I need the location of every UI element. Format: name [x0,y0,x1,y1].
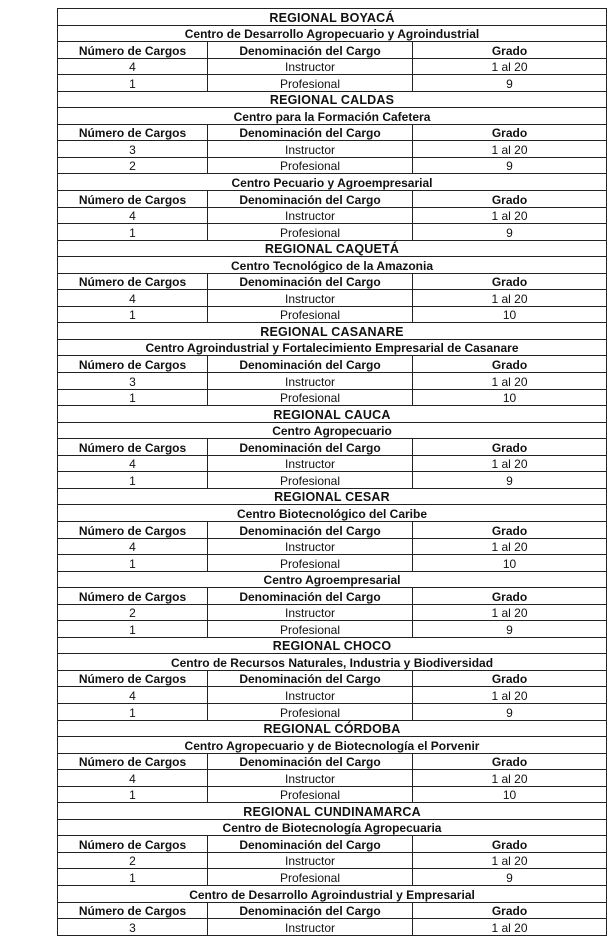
cargo-cell: Instructor [208,852,413,869]
numero-cell: 4 [58,770,208,787]
numero-cell: 1 [58,555,208,572]
column-header-denominacion: Denominación del Cargo [208,191,413,208]
grado-cell: 1 al 20 [413,290,607,307]
grado-cell: 1 al 20 [413,538,607,555]
column-header-row [58,588,607,605]
table-row [58,869,607,886]
regional-title: REGIONAL CALDAS [58,91,607,108]
numero-cell: 4 [58,207,208,224]
cargo-cell: Instructor [208,207,413,224]
center-title: Centro de Recursos Naturales, Industria y Biodiversidad [58,654,607,671]
numero-cell: 1 [58,75,208,92]
column-header-row [58,191,607,208]
regional-header-regional-caqueta [58,240,607,257]
table-row [58,770,607,787]
grado-cell: 9 [413,75,607,92]
numero-cell: 1 [58,472,208,489]
table-row [58,141,607,158]
column-header-denominacion: Denominación del Cargo [208,836,413,853]
center-header [58,819,607,836]
cargo-cell: Profesional [208,621,413,638]
numero-cell: 4 [58,455,208,472]
regional-title: REGIONAL CÓRDOBA [58,720,607,737]
column-header-numero: Número de Cargos [58,191,208,208]
column-header-grado: Grado [413,42,607,59]
center-header [58,25,607,42]
cargo-cell: Profesional [208,75,413,92]
table-row [58,224,607,241]
cargo-cell: Instructor [208,604,413,621]
column-header-numero: Número de Cargos [58,588,208,605]
center-title: Centro Agropecuario [58,422,607,439]
center-header [58,108,607,125]
numero-cell: 2 [58,604,208,621]
center-header [58,737,607,754]
cargo-cell: Profesional [208,306,413,323]
table-row [58,703,607,720]
cargo-cell: Instructor [208,687,413,704]
center-title: Centro Pecuario y Agroempresarial [58,174,607,191]
cargo-cell: Profesional [208,389,413,406]
numero-cell: 2 [58,157,208,174]
column-header-grado: Grado [413,902,607,919]
column-header-denominacion: Denominación del Cargo [208,588,413,605]
regional-header-regional-caldas [58,91,607,108]
column-header-grado: Grado [413,124,607,141]
cargo-cell: Profesional [208,555,413,572]
column-header-grado: Grado [413,670,607,687]
column-header-row [58,124,607,141]
column-header-row [58,439,607,456]
column-header-grado: Grado [413,439,607,456]
table-row [58,604,607,621]
center-title: Centro para la Formación Cafetera [58,108,607,125]
grado-cell: 9 [413,621,607,638]
cargo-cell: Instructor [208,58,413,75]
grado-cell: 1 al 20 [413,373,607,390]
grado-cell: 10 [413,555,607,572]
center-title: Centro Agroempresarial [58,571,607,588]
numero-cell: 1 [58,224,208,241]
numero-cell: 3 [58,373,208,390]
grado-cell: 10 [413,786,607,803]
numero-cell: 3 [58,141,208,158]
numero-cell: 3 [58,919,208,936]
center-title: Centro Tecnológico de la Amazonia [58,257,607,274]
cargo-cell: Instructor [208,290,413,307]
table-row [58,786,607,803]
regional-title: REGIONAL CAQUETÁ [58,240,607,257]
column-header-numero: Número de Cargos [58,356,208,373]
numero-cell: 4 [58,687,208,704]
column-header-numero: Número de Cargos [58,836,208,853]
numero-cell: 1 [58,306,208,323]
center-title: Centro Agroindustrial y Fortalecimiento Empresarial de Casanare [58,339,607,356]
column-header-denominacion: Denominación del Cargo [208,42,413,59]
column-header-denominacion: Denominación del Cargo [208,124,413,141]
cargo-cell: Profesional [208,157,413,174]
column-header-denominacion: Denominación del Cargo [208,670,413,687]
numero-cell: 1 [58,869,208,886]
positions-table [57,8,607,936]
column-header-row [58,670,607,687]
column-header-grado: Grado [413,588,607,605]
numero-cell: 1 [58,703,208,720]
center-title: Centro Biotecnológico del Caribe [58,505,607,522]
center-header [58,885,607,902]
center-title: Centro de Desarrollo Agroindustrial y Empresarial [58,885,607,902]
regional-title: REGIONAL CASANARE [58,323,607,340]
column-header-numero: Número de Cargos [58,439,208,456]
column-header-numero: Número de Cargos [58,521,208,538]
column-header-grado: Grado [413,273,607,290]
column-header-denominacion: Denominación del Cargo [208,356,413,373]
column-header-row [58,753,607,770]
column-header-numero: Número de Cargos [58,670,208,687]
grado-cell: 1 al 20 [413,455,607,472]
grado-cell: 9 [413,224,607,241]
table-row [58,919,607,936]
center-header [58,339,607,356]
column-header-row [58,902,607,919]
center-header [58,422,607,439]
column-header-numero: Número de Cargos [58,42,208,59]
table-row [58,687,607,704]
center-title: Centro Agropecuario y de Biotecnología el Porvenir [58,737,607,754]
cargo-cell: Instructor [208,455,413,472]
grado-cell: 1 al 20 [413,207,607,224]
column-header-denominacion: Denominación del Cargo [208,521,413,538]
column-header-row [58,356,607,373]
regional-header-regional-boyaca [58,9,607,26]
column-header-row [58,836,607,853]
numero-cell: 4 [58,58,208,75]
numero-cell: 2 [58,852,208,869]
column-header-denominacion: Denominación del Cargo [208,439,413,456]
table-row [58,538,607,555]
center-header [58,571,607,588]
cargo-cell: Instructor [208,373,413,390]
regional-title: REGIONAL CHOCO [58,637,607,654]
regional-title: REGIONAL CAUCA [58,406,607,423]
column-header-numero: Número de Cargos [58,124,208,141]
grado-cell: 9 [413,157,607,174]
column-header-grado: Grado [413,356,607,373]
cargo-cell: Profesional [208,869,413,886]
cargo-cell: Instructor [208,141,413,158]
regional-header-regional-casanare [58,323,607,340]
grado-cell: 9 [413,703,607,720]
table-row [58,157,607,174]
table-row [58,389,607,406]
regional-header-regional-cesar [58,488,607,505]
regional-header-regional-cauca [58,406,607,423]
center-title: Centro de Desarrollo Agropecuario y Agroindustrial [58,25,607,42]
grado-cell: 9 [413,869,607,886]
cargo-cell: Instructor [208,919,413,936]
column-header-denominacion: Denominación del Cargo [208,273,413,290]
column-header-grado: Grado [413,753,607,770]
column-header-numero: Número de Cargos [58,902,208,919]
column-header-grado: Grado [413,191,607,208]
cargo-cell: Profesional [208,786,413,803]
cargo-cell: Instructor [208,538,413,555]
regional-title: REGIONAL CESAR [58,488,607,505]
center-header [58,174,607,191]
grado-cell: 10 [413,389,607,406]
column-header-row [58,521,607,538]
cargo-cell: Profesional [208,472,413,489]
center-title: Centro de Biotecnología Agropecuaria [58,819,607,836]
numero-cell: 1 [58,786,208,803]
table-row [58,472,607,489]
column-header-row [58,273,607,290]
grado-cell: 1 al 20 [413,604,607,621]
column-header-grado: Grado [413,836,607,853]
grado-cell: 10 [413,306,607,323]
numero-cell: 1 [58,389,208,406]
numero-cell: 4 [58,290,208,307]
grado-cell: 1 al 20 [413,852,607,869]
table-row [58,555,607,572]
column-header-denominacion: Denominación del Cargo [208,753,413,770]
grado-cell: 1 al 20 [413,141,607,158]
table-row [58,290,607,307]
regional-header-regional-cundinamarca [58,803,607,820]
table-row [58,852,607,869]
column-header-grado: Grado [413,521,607,538]
grado-cell: 9 [413,472,607,489]
grado-cell: 1 al 20 [413,687,607,704]
cargo-cell: Instructor [208,770,413,787]
regional-header-regional-choco [58,637,607,654]
table-row [58,621,607,638]
numero-cell: 4 [58,538,208,555]
regional-title: REGIONAL BOYACÁ [58,9,607,26]
document-page [57,8,606,936]
column-header-row [58,42,607,59]
cargo-cell: Profesional [208,703,413,720]
grado-cell: 1 al 20 [413,770,607,787]
grado-cell: 1 al 20 [413,919,607,936]
table-row [58,75,607,92]
grado-cell: 1 al 20 [413,58,607,75]
column-header-numero: Número de Cargos [58,273,208,290]
regional-header-regional-cordoba [58,720,607,737]
table-row [58,455,607,472]
cargo-cell: Profesional [208,224,413,241]
table-row [58,207,607,224]
column-header-numero: Número de Cargos [58,753,208,770]
regional-title: REGIONAL CUNDINAMARCA [58,803,607,820]
table-row [58,373,607,390]
center-header [58,654,607,671]
center-header [58,257,607,274]
numero-cell: 1 [58,621,208,638]
column-header-denominacion: Denominación del Cargo [208,902,413,919]
table-row [58,58,607,75]
center-header [58,505,607,522]
table-row [58,306,607,323]
